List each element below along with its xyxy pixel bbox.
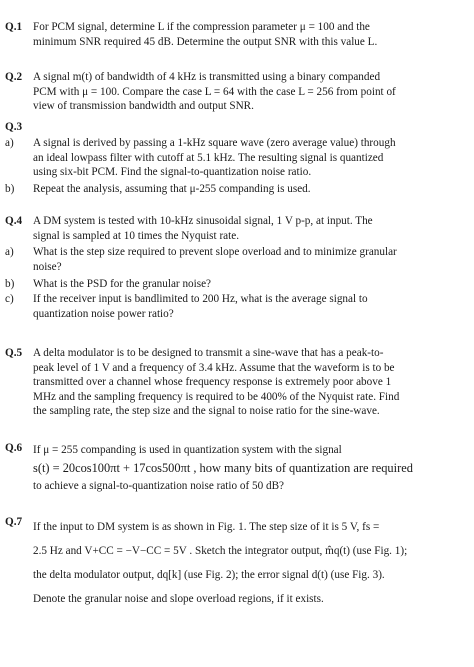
question-number: Q.4 [5, 215, 23, 227]
part-label: b) [5, 183, 15, 195]
question-number: Q.6 [5, 442, 23, 454]
question-number: Q.3 [5, 121, 23, 133]
question-number: Q.2 [5, 71, 23, 83]
question-text [33, 70, 465, 114]
question-line: What is the step size required to prevent slope overload and to minimize granular [33, 246, 397, 258]
question-line: Repeat the analysis, assuming that μ-255 companding is used. [33, 183, 311, 195]
question-text [33, 346, 465, 419]
question-text [33, 20, 465, 49]
question-line: signal is sampled at 10 times the Nyquist rate. [33, 229, 240, 242]
part-label: b) [5, 278, 15, 290]
question-line: For PCM signal, determine L if the compression parameter μ = 100 and the [33, 21, 370, 33]
question-line: minimum SNR required 45 dB. Determine the output SNR with this value L. [33, 35, 378, 48]
question-number: Q.7 [5, 516, 23, 528]
question-line: Denote the granular noise and slope overload regions, if it exists. [33, 593, 324, 605]
question-line: What is the PSD for the granular noise? [33, 278, 212, 290]
question-number: Q.5 [5, 347, 23, 359]
question-line: PCM with μ = 100. Compare the case L = 64 with the case L = 256 from point of [33, 85, 396, 98]
question-line: A DM system is tested with 10-kHz sinusoidal signal, 1 V p-p, at input. The [33, 215, 373, 227]
question-line: to achieve a signal-to-quantization noise ratio of 50 dB? [33, 480, 285, 492]
question-line: the delta modulator output, dq[k] (use Fig. 2); the error signal d(t) (use Fig. 3). [33, 569, 385, 581]
question-line: If μ = 255 companding is used in quantization system with the signal [33, 444, 342, 456]
question-line: If the receiver input is bandlimited to 200 Hz, what is the average signal to [33, 293, 368, 305]
part-label: a) [5, 246, 14, 258]
part-text [33, 245, 465, 274]
question-text [33, 441, 465, 495]
question-text [33, 214, 465, 243]
question-line: 2.5 Hz and V+CC = −V−CC = 5V . Sketch the integrator output, m̂q(t) (use Fig. 1); [33, 545, 408, 557]
question-line: s(t) = 20cos100πt + 17cos500πt , how many bits of quantization are required [33, 461, 413, 475]
question-line: using six-bit PCM. Find the signal-to-quantization noise ratio. [33, 166, 312, 179]
question-number: Q.1 [5, 21, 23, 33]
part-label: a) [5, 137, 14, 149]
question-text [33, 515, 465, 611]
part-text [33, 277, 465, 292]
question-line: MHz and the sampling frequency is required to be 400% of the Nyquist rate. Find [33, 390, 400, 403]
part-text [33, 292, 465, 321]
question-line: A signal is derived by passing a 1-kHz square wave (zero average value) through [33, 137, 396, 149]
part-label: c) [5, 293, 14, 305]
question-line: the sampling rate, the step size and the signal to noise ratio for the sine-wave. [33, 405, 380, 418]
part-text [33, 136, 465, 180]
question-line: transmitted over a channel whose frequency response is extremely poor above 1 [33, 376, 392, 389]
question-line: A signal m(t) of bandwidth of 4 kHz is transmitted using a binary companded [33, 71, 381, 83]
question-line: an ideal lowpass filter with cutoff at 5.1 kHz. The resulting signal is quantized [33, 151, 384, 164]
question-line: If the input to DM system is as shown in Fig. 1. The step size of it is 5 V, fs = [33, 521, 380, 533]
question-line: view of transmission bandwidth and output SNR. [33, 100, 254, 113]
question-line: quantization noise power ratio? [33, 307, 174, 320]
question-line: noise? [33, 260, 62, 273]
question-line: peak level of 1 V and a frequency of 3.4 kHz. Assume that the waveform is to be [33, 361, 395, 374]
question-line: A delta modulator is to be designed to transmit a sine-wave that has a peak-to- [33, 347, 384, 359]
part-text [33, 182, 465, 197]
